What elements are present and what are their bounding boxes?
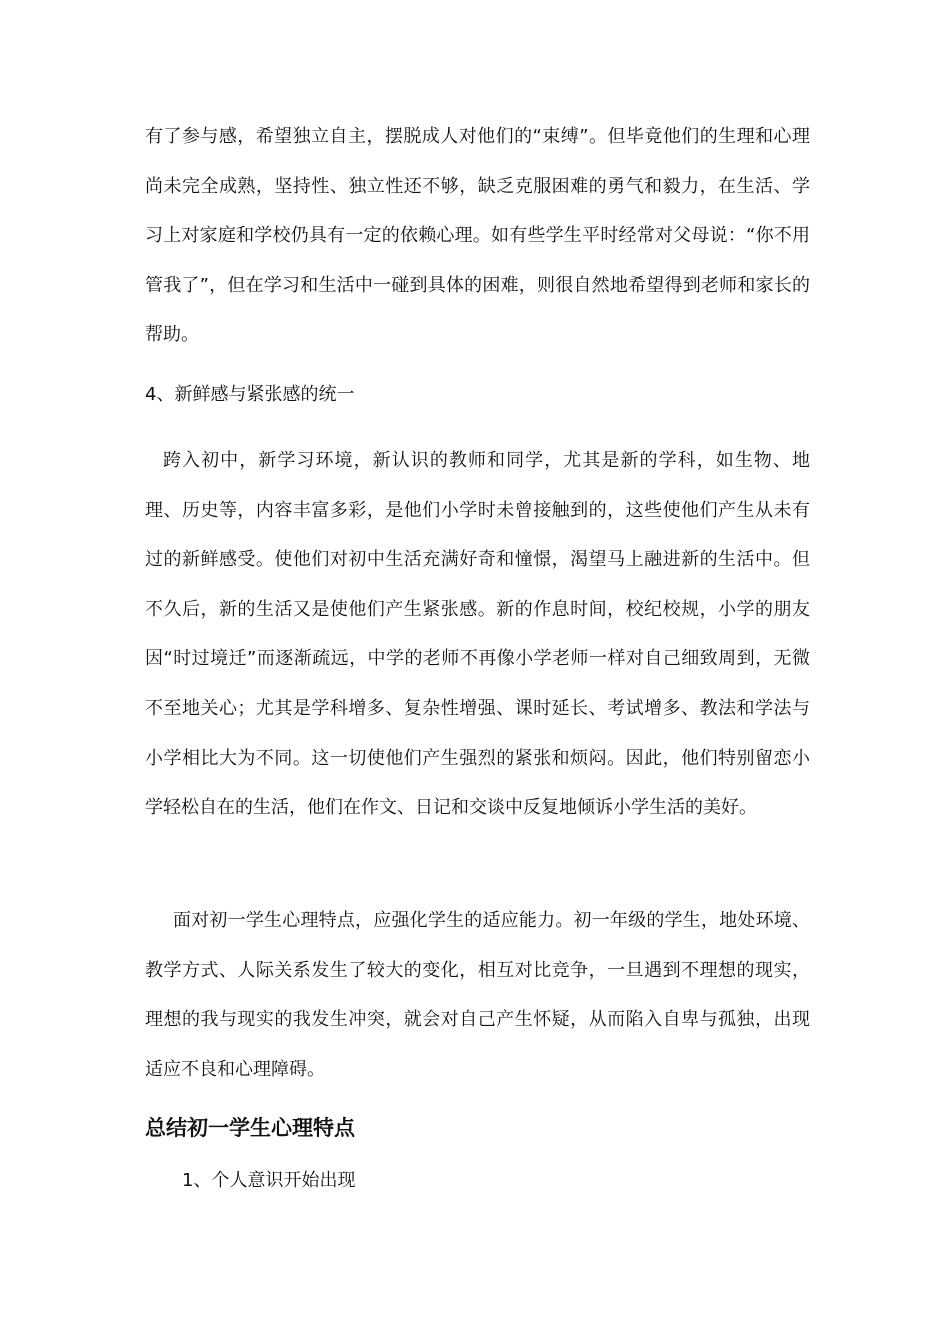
paragraph-adaptation: 面对初一学生心理特点，应强化学生的适应能力。初一年级的学生，地处环境、教学方式、人际关系发生了较大的变化，相互对比竞争，一旦遇到不理想的现实，理想的我与现实的我发生冲突，就会对自己产生怀疑，从而陷入自卑与孤独，出现适应不良和心理障碍。 (145, 910, 810, 1080)
list-item: 1、个人意识开始出现 (182, 1170, 356, 1191)
section-subtitle: 4、新鲜感与紧张感的统一 (145, 384, 355, 405)
paragraph-dependence: 有了参与感，希望独立自主，摆脱成人对他们的“束缚”。但毕竟他们的生理和心理尚未完全成熟，坚持性、独立性还不够，缺乏克服困难的勇气和毅力，在生活、学习上对家庭和学校仍具有一定的依赖心理。如有些学生平时经常对父母说：“你不用管我了”，但在学习和生活中一碰到具体的困难，则很自然地希望得到老师和家长的帮助。 (145, 126, 810, 346)
summary-heading: 总结初一学生心理特点 (145, 1116, 355, 1140)
paragraph-novelty-tension: 跨入初中，新学习环境，新认识的教师和同学，尤其是新的学科，如生物、地理、历史等，内容丰富多彩，是他们小学时未曾接触到的，这些使他们产生从未有过的新鲜感受。使他们对初中生活充满好奇和憧憬，渴望马上融进新的生活中。但不久后，新的生活又是使他们产生紧张感。新的作息时间，校纪校规，小学的朋友因“时过境迁”而逐渐疏远，中学的老师不再像小学老师一样对自己细致周到，无微不至地关心；尤其是学科增多、复杂性增强、课时延长、考试增多、教法和学法与小学相比大为不同。这一切使他们产生强烈的紧张和烦闷。因此，他们特别留恋小学轻松自在的生活，他们在作文、日记和交谈中反复地倾诉小学生活的美好。 (145, 450, 810, 819)
